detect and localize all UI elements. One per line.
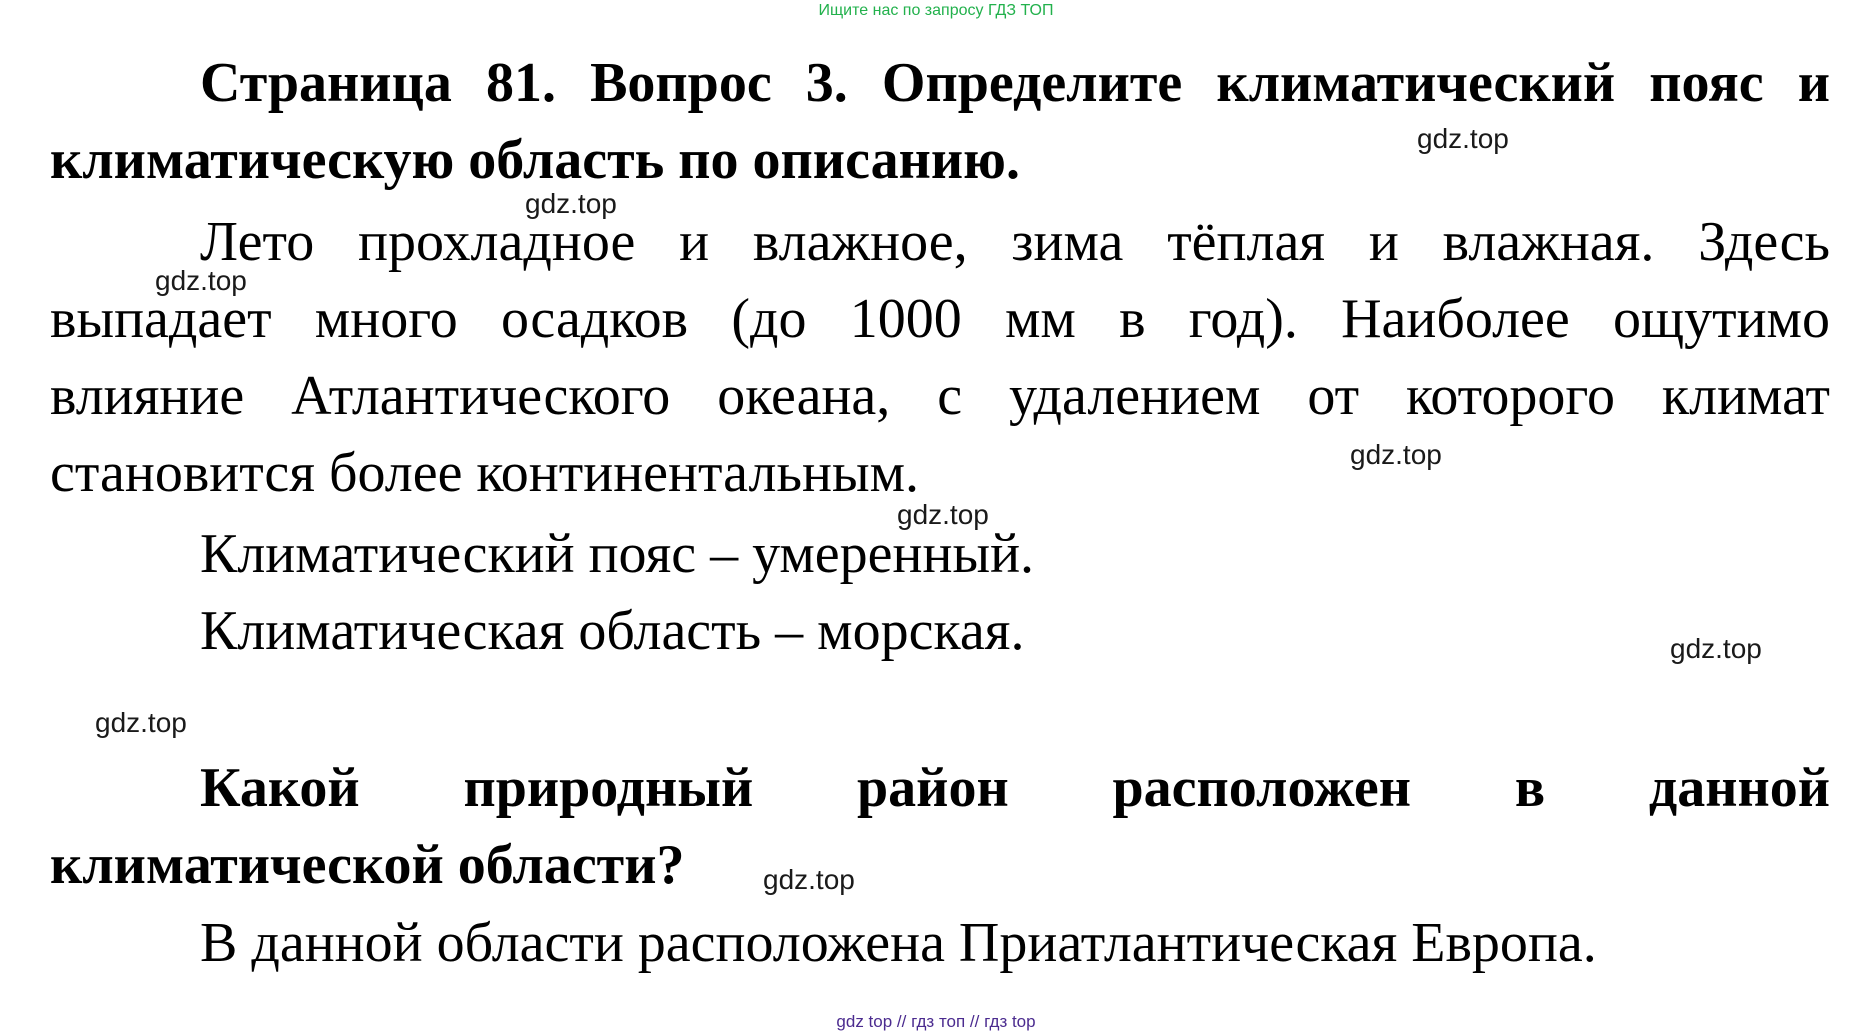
question-2 <box>50 750 1830 904</box>
watermark: gdz.top <box>1417 123 1509 154</box>
watermark: gdz.top <box>95 707 187 738</box>
description-paragraph <box>50 204 1830 512</box>
footer-links: gdz top // гдз топ // гдз top <box>836 1012 1036 1031</box>
watermark: gdz.top <box>1670 633 1762 664</box>
description-line-3: влияние Атлантического океана, с удалением от которого климат <box>50 365 1830 427</box>
search-banner: Ищите нас по запросу ГДЗ ТОП <box>818 2 1054 19</box>
description-line-2: выпадает много осадков (до 1000 мм в год). Наиболее ощутимо <box>50 288 1830 350</box>
watermark: gdz.top <box>897 499 989 530</box>
watermark: gdz.top <box>1350 439 1442 470</box>
climate-belt-answer: Климатический пояс – умеренный. <box>200 523 1035 585</box>
question-1-line-1: Страница 81. Вопрос 3. Определите климатический пояс и <box>200 52 1830 114</box>
description-line-4: становится более континентальным. <box>50 442 920 504</box>
answer-1 <box>50 516 1830 670</box>
question-1-line-2: климатическую область по описанию. <box>50 129 1020 191</box>
answer-2 <box>50 905 1830 982</box>
natural-region-answer: В данной области расположена Приатлантическая Европа. <box>200 912 1597 974</box>
question-2-line-1: Какой природный район расположен в данной <box>200 757 1830 819</box>
question-1 <box>50 45 1830 199</box>
climate-region-answer: Климатическая область – морская. <box>200 600 1025 662</box>
description-line-1: Лето прохладное и влажное, зима тёплая и влажная. Здесь <box>200 211 1830 273</box>
watermark: gdz.top <box>155 265 247 296</box>
watermark: gdz.top <box>525 188 617 219</box>
question-2-line-2: климатической области? <box>50 834 685 896</box>
watermark: gdz.top <box>763 864 855 895</box>
